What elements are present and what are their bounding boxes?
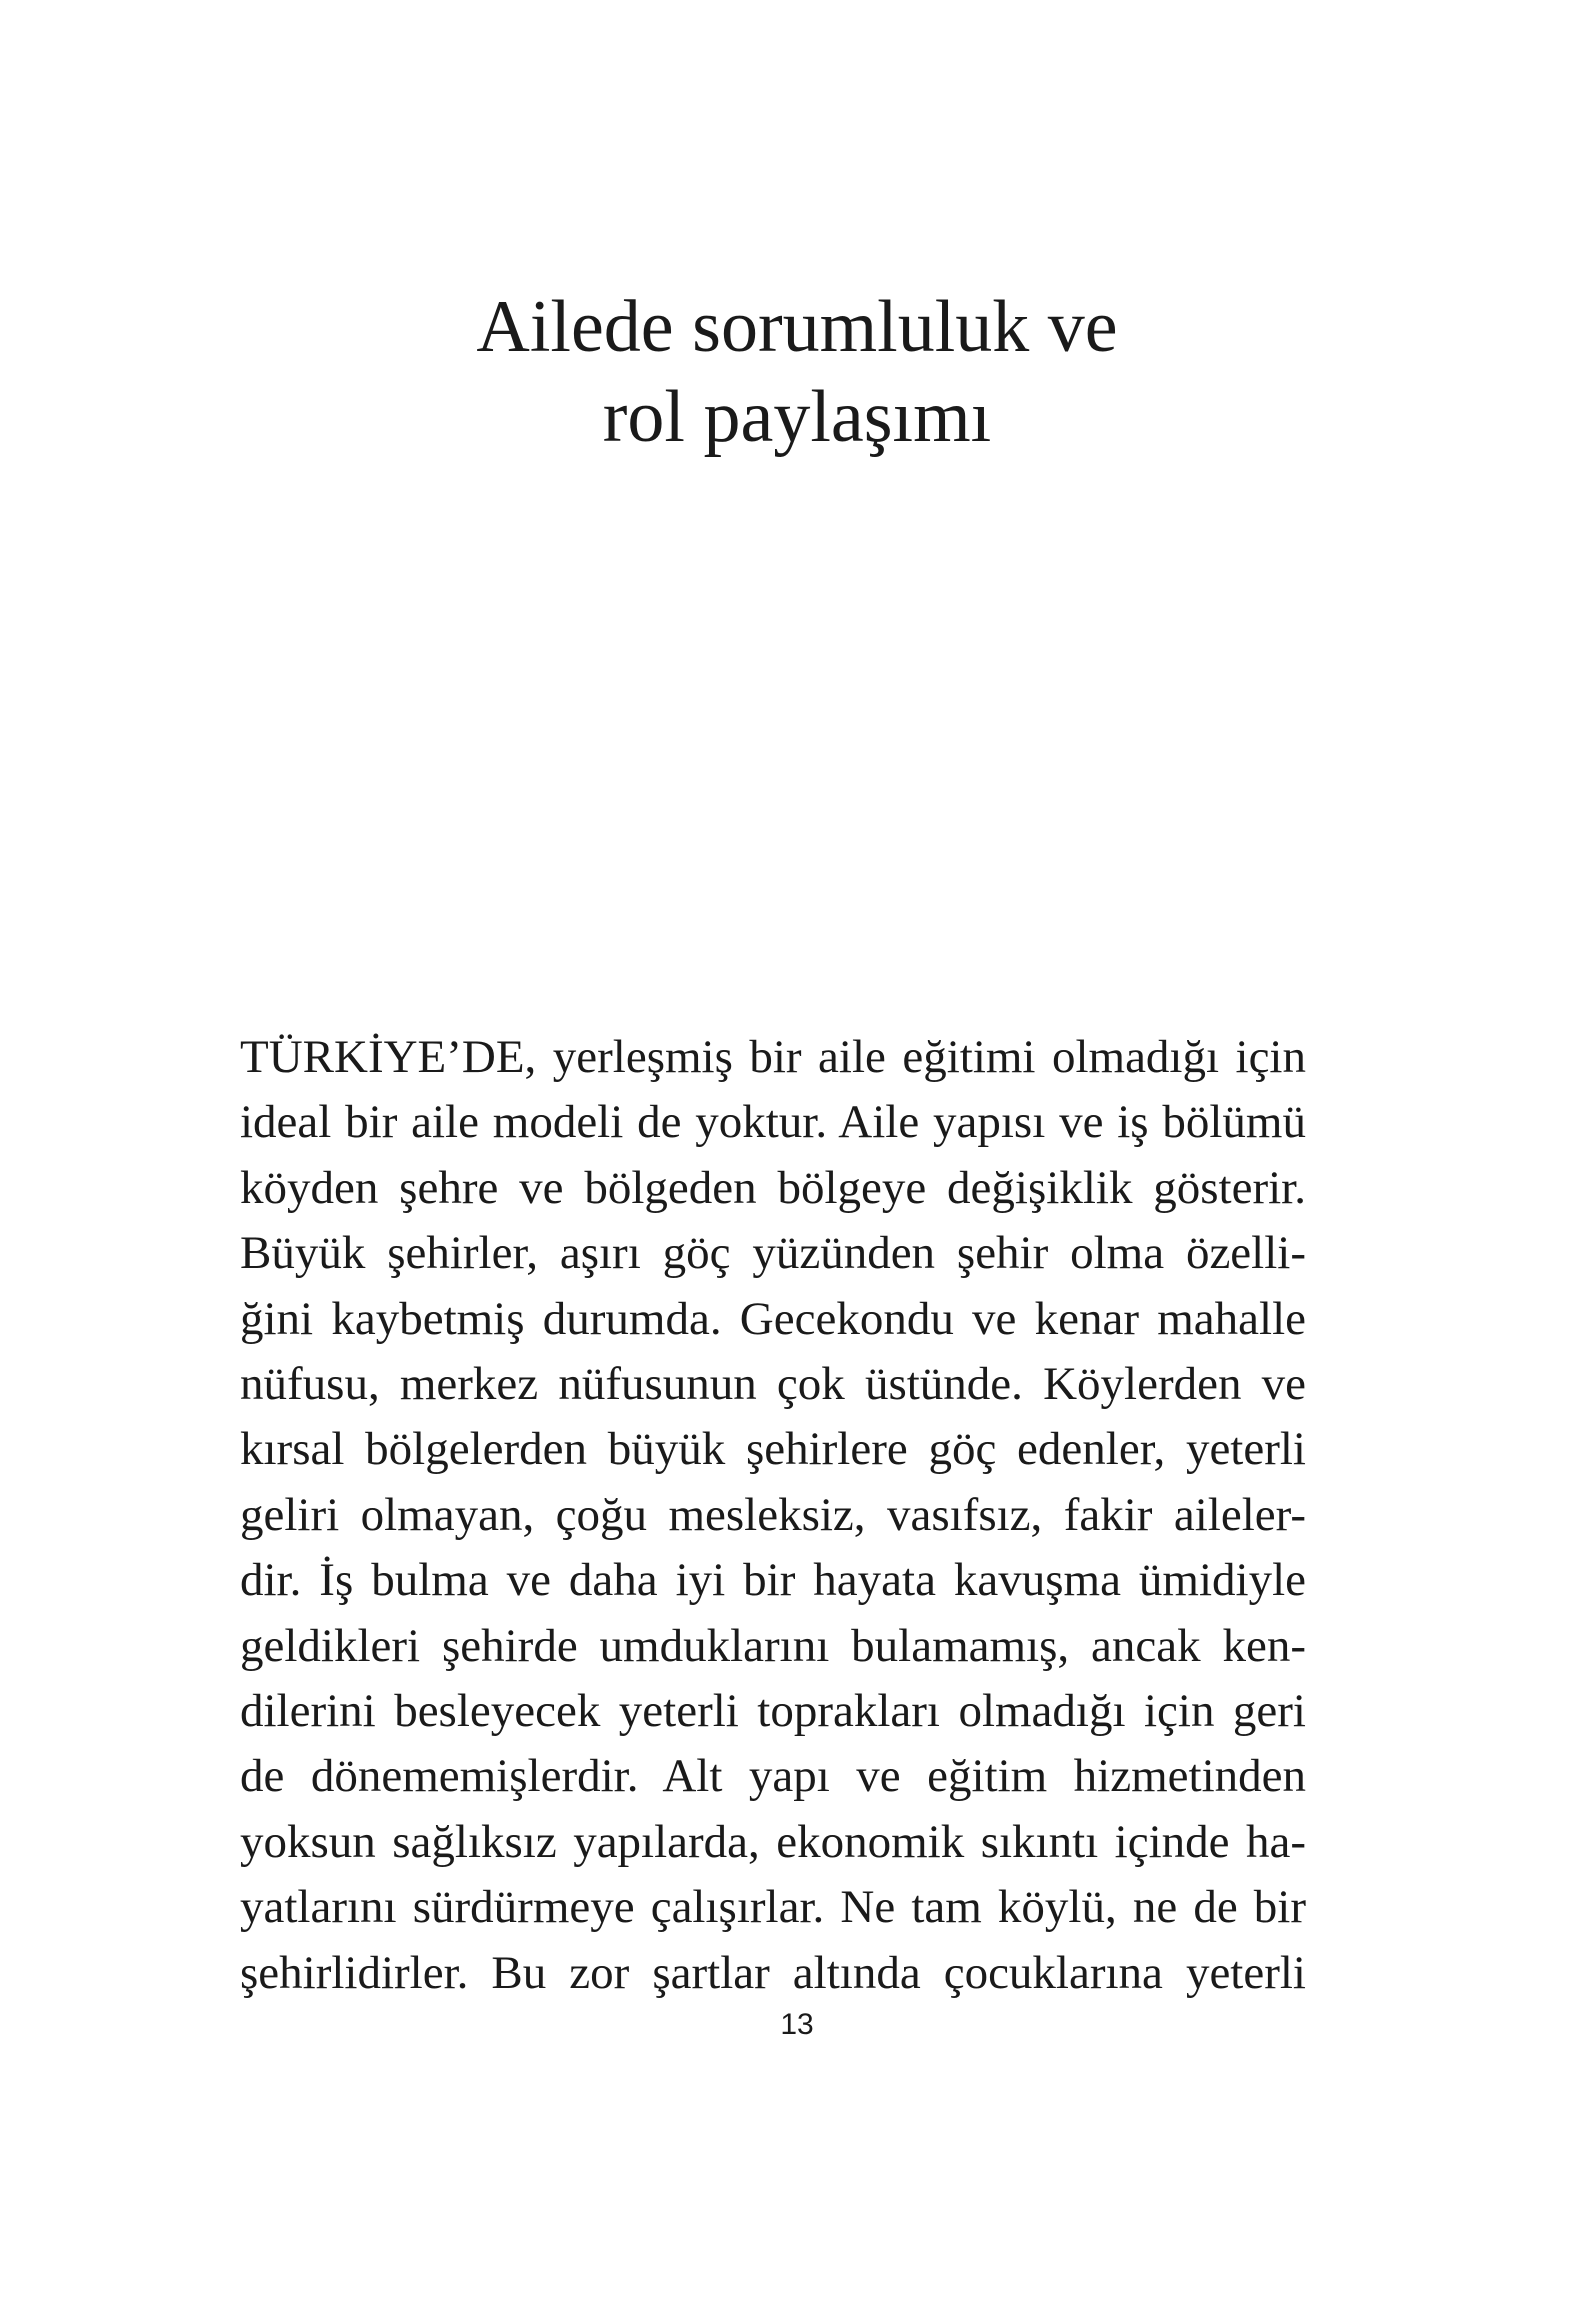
- paragraph-line: yoksun sağlıksız yapılarda, ekonomik sıkıntı içinde ha-: [240, 1815, 1306, 1868]
- chapter-title-line: Ailede sorumluluk ve: [476, 286, 1118, 368]
- paragraph-line: TÜRKİYE’DE, yerleşmiş bir aile eğitimi olmadığı için: [240, 1031, 1306, 1083]
- paragraph-line: dilerini besleyecek yeterli toprakları olmadığı için geri: [240, 1685, 1306, 1738]
- paragraph-line: Büyük şehirler, aşırı göç yüzünden şehir olma özelli-: [240, 1227, 1306, 1280]
- paragraph-line: dir. İş bulma ve daha iyi bir hayata kavuşma ümidiyle: [240, 1554, 1306, 1607]
- paragraph-line: de dönememişlerdir. Alt yapı ve eğitim hizmetinden: [240, 1750, 1306, 1803]
- paragraph-line: kırsal bölgelerden büyük şehirlere göç edenler, yeterli: [240, 1423, 1306, 1476]
- chapter-title-line: rol paylaşımı: [602, 376, 992, 458]
- paragraph-line: nüfusu, merkez nüfusunun çok üstünde. Köylerden ve: [240, 1358, 1306, 1411]
- paragraph-line: geldikleri şehirde umduklarını bulamamış, ancak ken-: [240, 1619, 1306, 1672]
- page-number: 13: [780, 2008, 814, 2041]
- paragraph-line: ğini kaybetmiş durumda. Gecekondu ve kenar mahalle: [240, 1292, 1306, 1345]
- paragraph-line: köyden şehre ve bölgeden bölgeye değişiklik gösterir.: [240, 1161, 1306, 1214]
- paragraph-line: şehirlidirler. Bu zor şartlar altında çocuklarına yeterli: [240, 1946, 1306, 1999]
- paragraph-line: yatlarını sürdürmeye çalışırlar. Ne tam köylü, ne de bir: [240, 1881, 1306, 1934]
- paragraph-line: ideal bir aile modeli de yoktur. Aile yapısı ve iş bölümü: [240, 1096, 1306, 1149]
- chapter-title: [0, 282, 1594, 462]
- paragraph-line: geliri olmayan, çoğu mesleksiz, vasıfsız, fakir aileler-: [240, 1488, 1306, 1541]
- body-paragraph: [240, 1025, 1306, 2006]
